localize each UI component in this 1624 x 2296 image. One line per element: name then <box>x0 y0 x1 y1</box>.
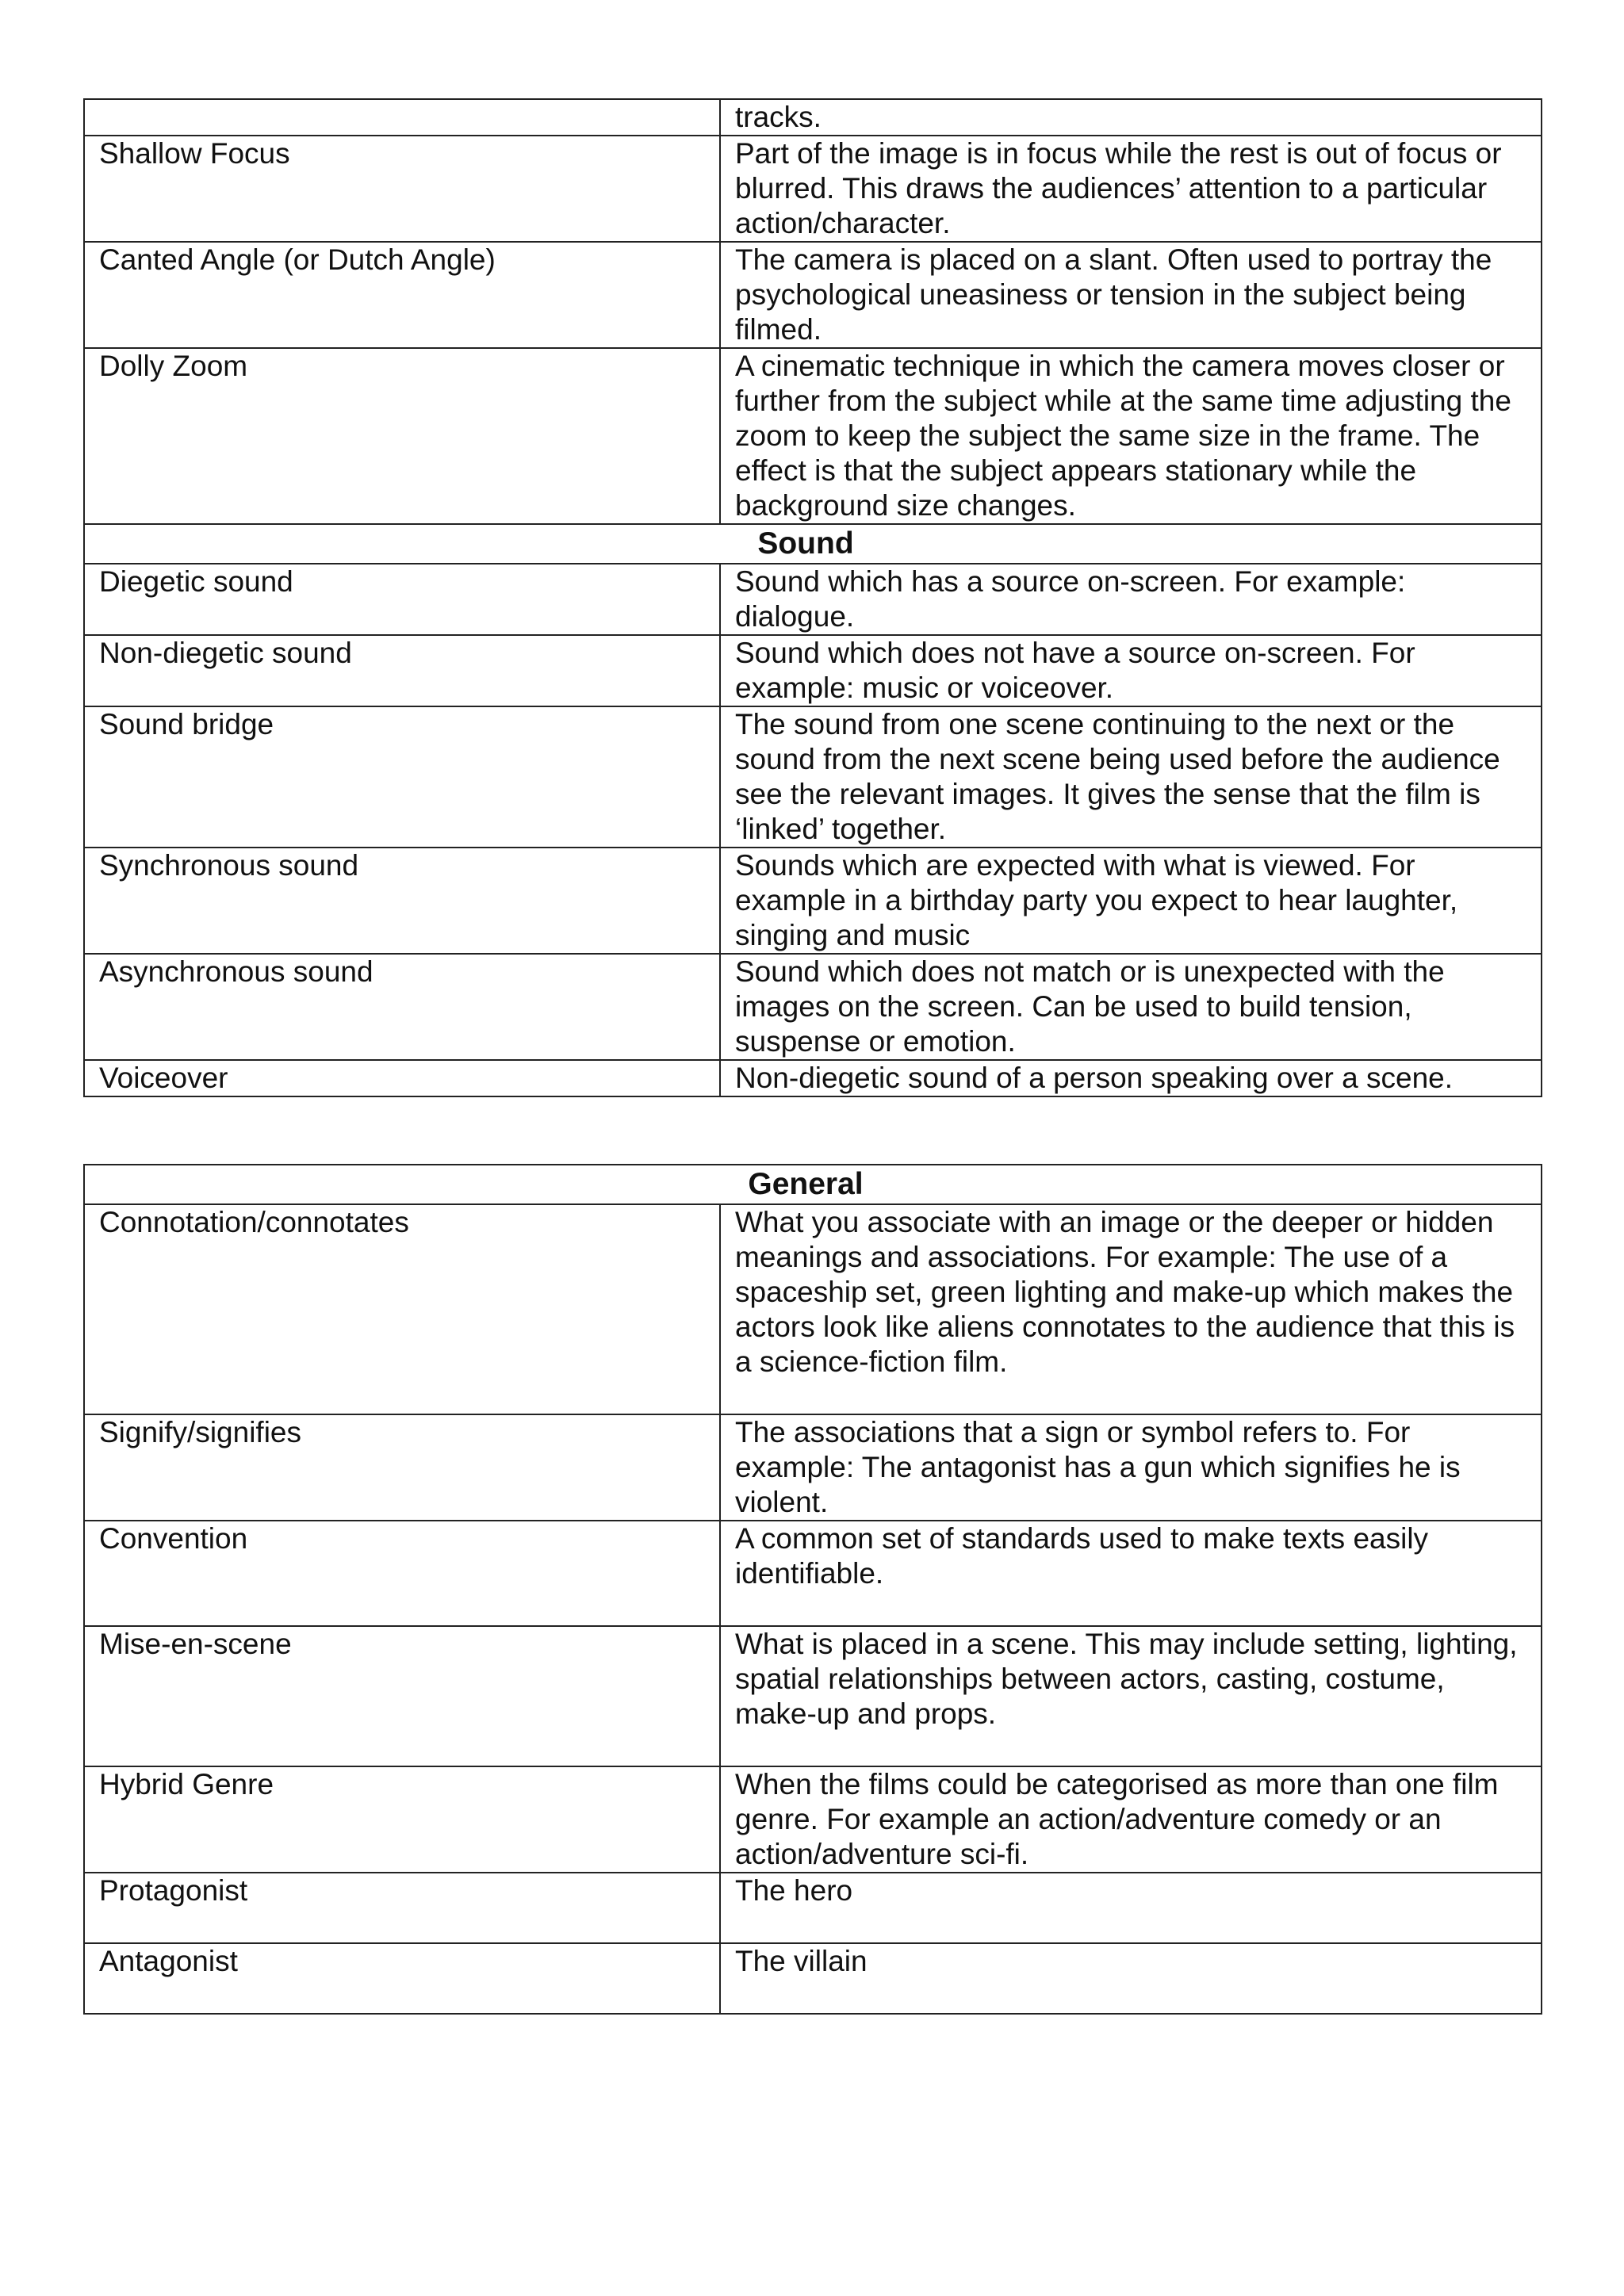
term-cell <box>84 99 720 136</box>
definition-cell: The hero <box>720 1873 1542 1943</box>
term-cell: Protagonist <box>84 1873 720 1943</box>
table-row <box>84 1766 1542 1873</box>
table-row <box>84 242 1542 348</box>
definition-cell: The villain <box>720 1943 1542 2014</box>
section-heading-row <box>84 524 1542 564</box>
definition-cell: Sounds which are expected with what is viewed. For example in a birthday party you expect to hear laughter, singing and music <box>720 848 1542 954</box>
term-cell: Mise-en-scene <box>84 1626 720 1766</box>
table-row <box>84 1943 1542 2014</box>
table-row <box>84 848 1542 954</box>
table-row <box>84 706 1542 848</box>
table-row <box>84 99 1542 136</box>
table-row <box>84 1626 1542 1766</box>
definition-cell: The sound from one scene continuing to the next or the sound from the next scene being used before the audience see the relevant images. It gives the sense that the film is ‘linked’ together. <box>720 706 1542 848</box>
term-cell: Hybrid Genre <box>84 1766 720 1873</box>
table-row <box>84 348 1542 524</box>
section-heading-row <box>84 1165 1542 1204</box>
table-row <box>84 954 1542 1060</box>
table-row <box>84 635 1542 706</box>
table-row <box>84 1521 1542 1626</box>
term-cell: Convention <box>84 1521 720 1626</box>
term-cell: Dolly Zoom <box>84 348 720 524</box>
definition-cell: Non-diegetic sound of a person speaking over a scene. <box>720 1060 1542 1096</box>
definition-cell: When the films could be categorised as more than one film genre. For example an action/adventure comedy or an action/adventure sci-fi. <box>720 1766 1542 1873</box>
section-heading: General <box>84 1165 1542 1204</box>
definition-cell: A cinematic technique in which the camera moves closer or further from the subject while at the same time adjusting the zoom to keep the subject the same size in the frame. The effect is that the subject appears stationary while the background size changes. <box>720 348 1542 524</box>
table-row <box>84 1060 1542 1096</box>
term-cell: Sound bridge <box>84 706 720 848</box>
term-cell: Canted Angle (or Dutch Angle) <box>84 242 720 348</box>
table-row <box>84 1414 1542 1521</box>
section-heading: Sound <box>84 524 1542 564</box>
definition-cell: What you associate with an image or the deeper or hidden meanings and associations. For example: The use of a spaceship set, green lighting and make-up which makes the actors look like aliens connotates to the audience that this is a science-fiction film. <box>720 1204 1542 1414</box>
term-cell: Synchronous sound <box>84 848 720 954</box>
film-terms-table-camera-sound <box>83 98 1542 1097</box>
film-terms-table-general <box>83 1164 1542 2015</box>
term-cell: Connotation/connotates <box>84 1204 720 1414</box>
definition-cell: Sound which has a source on-screen. For example: dialogue. <box>720 564 1542 635</box>
term-cell: Non-diegetic sound <box>84 635 720 706</box>
definition-cell: The associations that a sign or symbol refers to. For example: The antagonist has a gun which signifies he is violent. <box>720 1414 1542 1521</box>
definition-cell: Sound which does not have a source on-screen. For example: music or voiceover. <box>720 635 1542 706</box>
table-row <box>84 1204 1542 1414</box>
table-row <box>84 564 1542 635</box>
table-row <box>84 136 1542 242</box>
definition-cell: Part of the image is in focus while the rest is out of focus or blurred. This draws the audiences’ attention to a particular action/character. <box>720 136 1542 242</box>
definition-cell: Sound which does not match or is unexpected with the images on the screen. Can be used to build tension, suspense or emotion. <box>720 954 1542 1060</box>
term-cell: Voiceover <box>84 1060 720 1096</box>
definition-cell: A common set of standards used to make texts easily identifiable. <box>720 1521 1542 1626</box>
term-cell: Signify/signifies <box>84 1414 720 1521</box>
term-cell: Diegetic sound <box>84 564 720 635</box>
term-cell: Shallow Focus <box>84 136 720 242</box>
definition-cell: What is placed in a scene. This may include setting, lighting, spatial relationships between actors, casting, costume, make-up and props. <box>720 1626 1542 1766</box>
table-row <box>84 1873 1542 1943</box>
term-cell: Asynchronous sound <box>84 954 720 1060</box>
definition-cell: tracks. <box>720 99 1542 136</box>
term-cell: Antagonist <box>84 1943 720 2014</box>
definition-cell: The camera is placed on a slant. Often used to portray the psychological uneasiness or tension in the subject being filmed. <box>720 242 1542 348</box>
